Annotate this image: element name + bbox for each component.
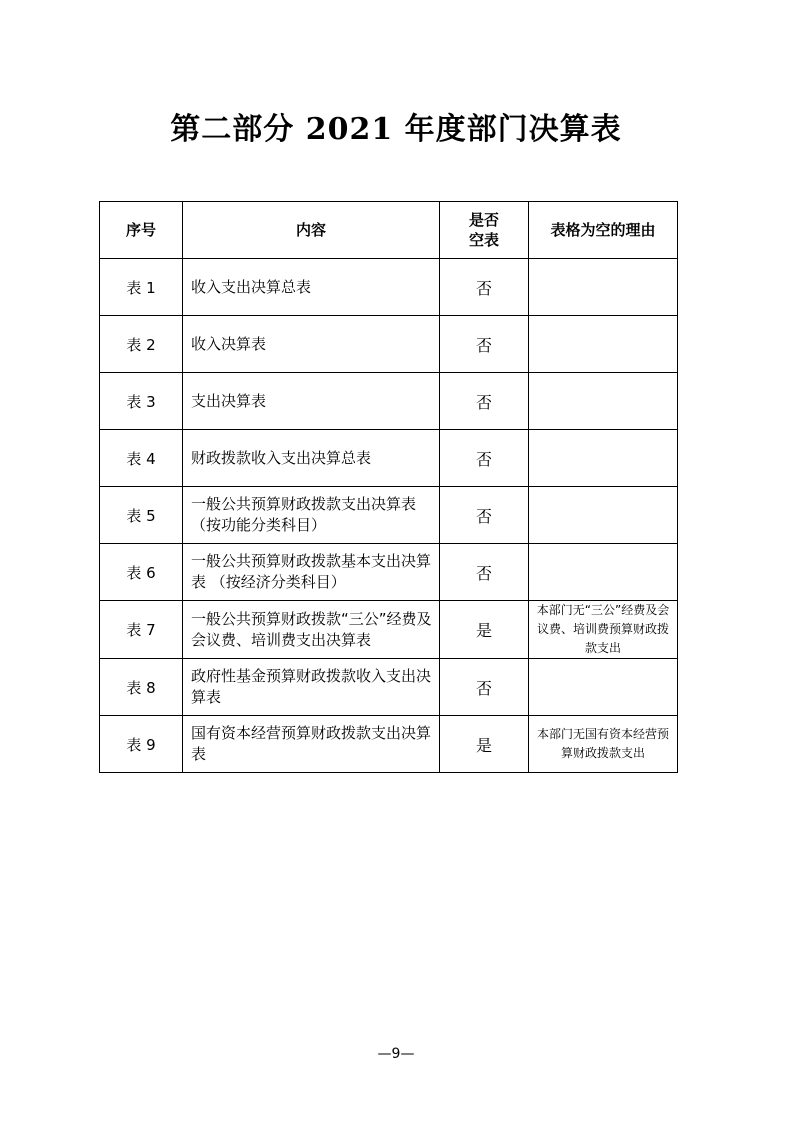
row-no: 表 3	[100, 373, 183, 430]
table-header-row	[100, 202, 678, 259]
header-content: 内容	[183, 202, 440, 259]
row-reason	[529, 430, 678, 487]
table-row	[100, 716, 678, 773]
header-is-empty: 是否 空表	[440, 202, 529, 259]
table-row	[100, 316, 678, 373]
row-is-empty: 否	[440, 659, 529, 716]
row-reason	[529, 487, 678, 544]
row-reason	[529, 373, 678, 430]
row-content: 一般公共预算财政拨款基本支出决算表 （按经济分类科目）	[183, 544, 440, 601]
budget-tables-index	[99, 201, 678, 773]
row-is-empty: 是	[440, 716, 529, 773]
row-is-empty: 否	[440, 487, 529, 544]
row-is-empty: 否	[440, 316, 529, 373]
row-reason: 本部门无国有资本经营预算财政拨款支出	[529, 716, 678, 773]
row-content: 收入支出决算总表	[183, 259, 440, 316]
row-is-empty: 否	[440, 430, 529, 487]
row-content: 财政拨款收入支出决算总表	[183, 430, 440, 487]
row-is-empty: 否	[440, 373, 529, 430]
row-no: 表 2	[100, 316, 183, 373]
table-row	[100, 659, 678, 716]
page-title: 第二部分 2021 年度部门决算表	[170, 112, 622, 147]
row-is-empty: 否	[440, 544, 529, 601]
row-reason	[529, 259, 678, 316]
table-row	[100, 544, 678, 601]
row-no: 表 5	[100, 487, 183, 544]
page-number: —9—	[377, 1046, 415, 1062]
table-row	[100, 259, 678, 316]
row-content: 一般公共预算财政拨款支出决算表（按功能分类科目）	[183, 487, 440, 544]
table-row	[100, 430, 678, 487]
row-no: 表 1	[100, 259, 183, 316]
row-reason: 本部门无“三公”经费及会议费、培训费预算财政拨款支出	[529, 601, 678, 659]
row-no: 表 4	[100, 430, 183, 487]
row-no: 表 6	[100, 544, 183, 601]
row-reason	[529, 659, 678, 716]
table-row	[100, 373, 678, 430]
table-row	[100, 487, 678, 544]
header-no: 序号	[100, 202, 183, 259]
row-content: 政府性基金预算财政拨款收入支出决算表	[183, 659, 440, 716]
row-content: 支出决算表	[183, 373, 440, 430]
header-reason: 表格为空的理由	[529, 202, 678, 259]
row-is-empty: 是	[440, 601, 529, 659]
row-reason	[529, 544, 678, 601]
row-is-empty: 否	[440, 259, 529, 316]
table-row	[100, 601, 678, 659]
row-no: 表 8	[100, 659, 183, 716]
row-reason	[529, 316, 678, 373]
row-content: 国有资本经营预算财政拨款支出决算表	[183, 716, 440, 773]
row-content: 收入决算表	[183, 316, 440, 373]
row-no: 表 9	[100, 716, 183, 773]
row-content: 一般公共预算财政拨款“三公”经费及会议费、培训费支出决算表	[183, 601, 440, 659]
row-no: 表 7	[100, 601, 183, 659]
